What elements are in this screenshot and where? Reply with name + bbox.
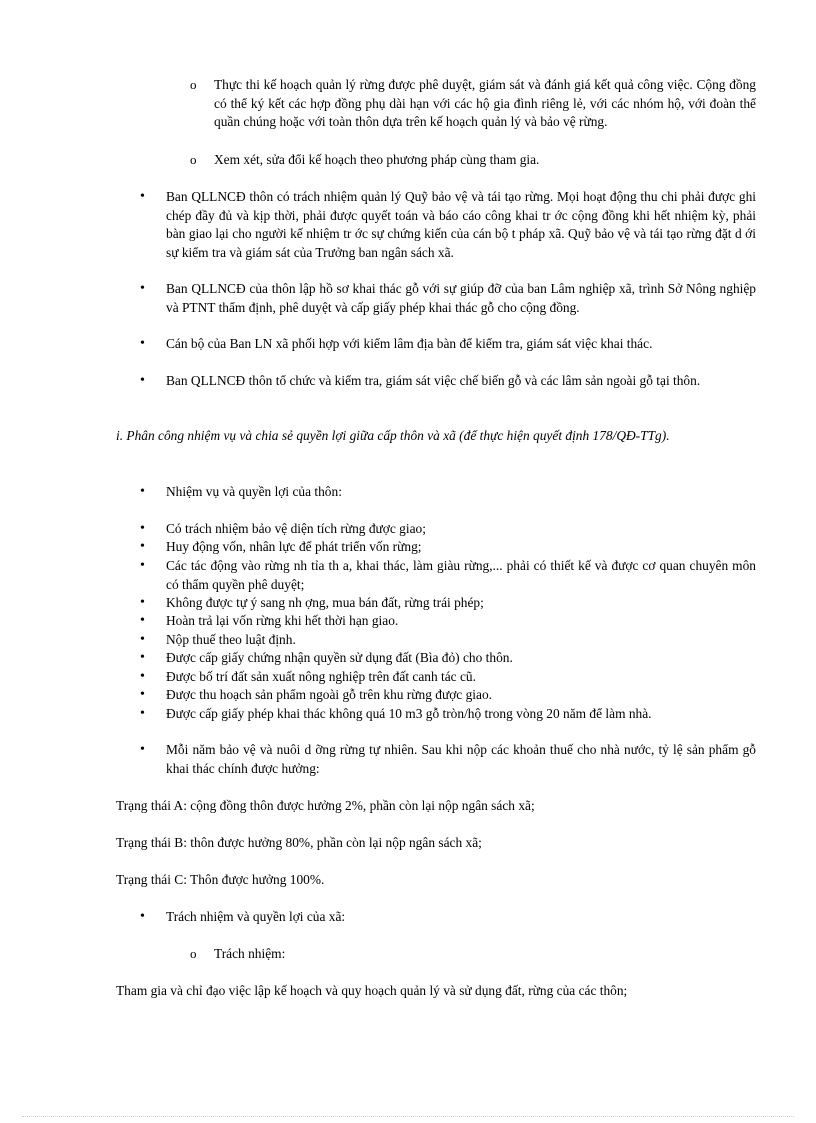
sub-list-item-text: Trách nhiệm:	[214, 946, 286, 961]
list-item	[140, 520, 756, 539]
list-item-text: Ban QLLNCĐ của thôn lập hồ sơ khai thác gỗ với sự giúp đỡ của ban Lâm nghiệp xã, trình Sở Nông nghiệp và PTNT thẩm định, phê duyệt và cấp giấy phép khai thác gỗ cho cộng đồng.	[166, 281, 756, 315]
circle-bullet-icon: o	[190, 946, 197, 961]
list-item	[140, 686, 756, 705]
list-item-text: Nhiệm vụ và quyền lợi của thôn:	[166, 484, 342, 499]
list-item-title	[140, 483, 756, 502]
list-item	[140, 594, 756, 613]
sub-list-item	[190, 151, 756, 170]
bullet-icon: •	[140, 650, 145, 665]
bullet-icon: •	[140, 595, 145, 610]
sub-list-item-text: Xem xét, sửa đổi kế hoạch theo phương pháp cùng tham gia.	[214, 152, 540, 167]
bullet-icon: •	[140, 558, 145, 573]
bullet-icon: •	[140, 687, 145, 702]
bullet-icon: •	[140, 909, 145, 924]
bullet-icon: •	[140, 189, 145, 204]
list-item	[140, 631, 756, 650]
list-item-text: Cán bộ của Ban LN xã phối hợp với kiểm lâm địa bàn để kiểm tra, giám sát việc khai thác.	[166, 336, 653, 351]
bullet-icon: •	[140, 613, 145, 628]
list-item	[140, 335, 756, 354]
bullet-icon: •	[140, 669, 145, 684]
list-item-text: Không được tự ý sang nh ợng, mua bán đất, rừng trái phép;	[166, 595, 484, 610]
list-item-text: Được cấp giấy phép khai thác không quá 10 m3 gỗ tròn/hộ trong vòng 20 năm để làm nhà.	[166, 706, 652, 721]
bullet-icon: •	[140, 336, 145, 351]
list-item-text: Huy động vốn, nhân lực để phát triển vốn rừng;	[166, 539, 422, 554]
list-item-title	[140, 908, 756, 927]
list-item	[140, 538, 756, 557]
list-item-text: Mỗi năm bảo vệ và nuôi d ỡng rừng tự nhiên. Sau khi nộp các khoản thuế cho nhà nước, tỷ lệ sản phẩm gỗ khai thác chính được hưởng:	[166, 742, 756, 776]
bullet-icon: •	[140, 521, 145, 536]
list-item-text: Được thu hoạch sản phẩm ngoài gỗ trên khu rừng được giao.	[166, 687, 492, 702]
body-paragraph: Tham gia và chỉ đạo việc lập kế hoạch và quy hoạch quản lý và sử dụng đất, rừng của các thôn;	[116, 983, 628, 998]
sub-list-item-text: Thực thi kế hoạch quản lý rừng được phê duyệt, giám sát và đánh giá kết quả công việc. Cộng đồng có thể ký kết các hợp đồng phụ dài hạn với các hộ gia đình riêng lẻ, với các nhóm hộ, với đoàn thể quần chúng hoặc với toàn thôn dựa trên kế hoạch quản lý và bảo vệ rừng.	[214, 77, 756, 129]
list-item	[140, 188, 756, 262]
bullet-icon: •	[140, 281, 145, 296]
list-item-text: Trách nhiệm và quyền lợi của xã:	[166, 909, 346, 924]
section-heading: i. Phân công nhiệm vụ và chia sẻ quyền lợi giữa cấp thôn và xã (để thực hiện quyết định 178/QĐ-TTg).	[116, 428, 670, 443]
bullet-icon: •	[140, 632, 145, 647]
list-item	[140, 741, 756, 778]
sub-list-item	[190, 76, 756, 132]
list-item-text: Có trách nhiệm bảo vệ diện tích rừng được giao;	[166, 521, 426, 536]
list-item-text: Hoàn trả lại vốn rừng khi hết thời hạn giao.	[166, 613, 399, 628]
list-item	[140, 649, 756, 668]
page-bottom-divider	[22, 1116, 794, 1117]
list-item-text: Được cấp giấy chứng nhận quyền sử dụng đất (Bìa đỏ) cho thôn.	[166, 650, 513, 665]
list-item-text: Ban QLLNCĐ thôn tổ chức và kiểm tra, giám sát việc chế biến gỗ và các lâm sản ngoài gỗ tại thôn.	[166, 373, 701, 388]
list-item	[140, 372, 756, 391]
list-item-text: Nộp thuế theo luật định.	[166, 632, 296, 647]
bullet-icon: •	[140, 539, 145, 554]
list-item	[140, 705, 756, 724]
list-item	[140, 668, 756, 687]
bullet-icon: •	[140, 742, 145, 757]
circle-bullet-icon: o	[190, 152, 197, 167]
list-item	[140, 280, 756, 317]
bullet-icon: •	[140, 484, 145, 499]
state-c-text: Trạng thái C: Thôn được hưởng 100%.	[116, 872, 325, 887]
state-a-text: Trạng thái A: cộng đồng thôn được hưởng 2%, phần còn lại nộp ngân sách xã;	[116, 798, 535, 813]
bullet-icon: •	[140, 706, 145, 721]
list-item-text: Ban QLLNCĐ thôn có trách nhiệm quản lý Quỹ bảo vệ và tái tạo rừng. Mọi hoạt động thu chi phải được ghi chép đầy đủ và kịp thời, phải được quyết toán và báo cáo công khai tr ớc cộng đồng khi hết nhiệm kỳ, phải bàn giao lại cho người kế nhiệm tr ớc sự chứng kiến của cán bộ t pháp xã. Quỹ bảo vệ và tái tạo rừng đặt d ới sự kiểm tra và giám sát của Trưởng ban ngân sách xã.	[166, 189, 756, 260]
list-item-text: Các tác động vào rừng nh tỉa th a, khai thác, làm giàu rừng,... phải có thiết kế và được cơ quan chuyên môn có thẩm quyền phê duyệt;	[166, 558, 756, 592]
sub-list-item	[190, 945, 756, 964]
list-item	[140, 557, 756, 594]
bullet-icon: •	[140, 373, 145, 388]
list-item	[140, 612, 756, 631]
list-item-text: Được bố trí đất sản xuất nông nghiệp trên đất canh tác cũ.	[166, 669, 476, 684]
state-b-text: Trạng thái B: thôn được hưởng 80%, phần còn lại nộp ngân sách xã;	[116, 835, 482, 850]
circle-bullet-icon: o	[190, 77, 197, 92]
